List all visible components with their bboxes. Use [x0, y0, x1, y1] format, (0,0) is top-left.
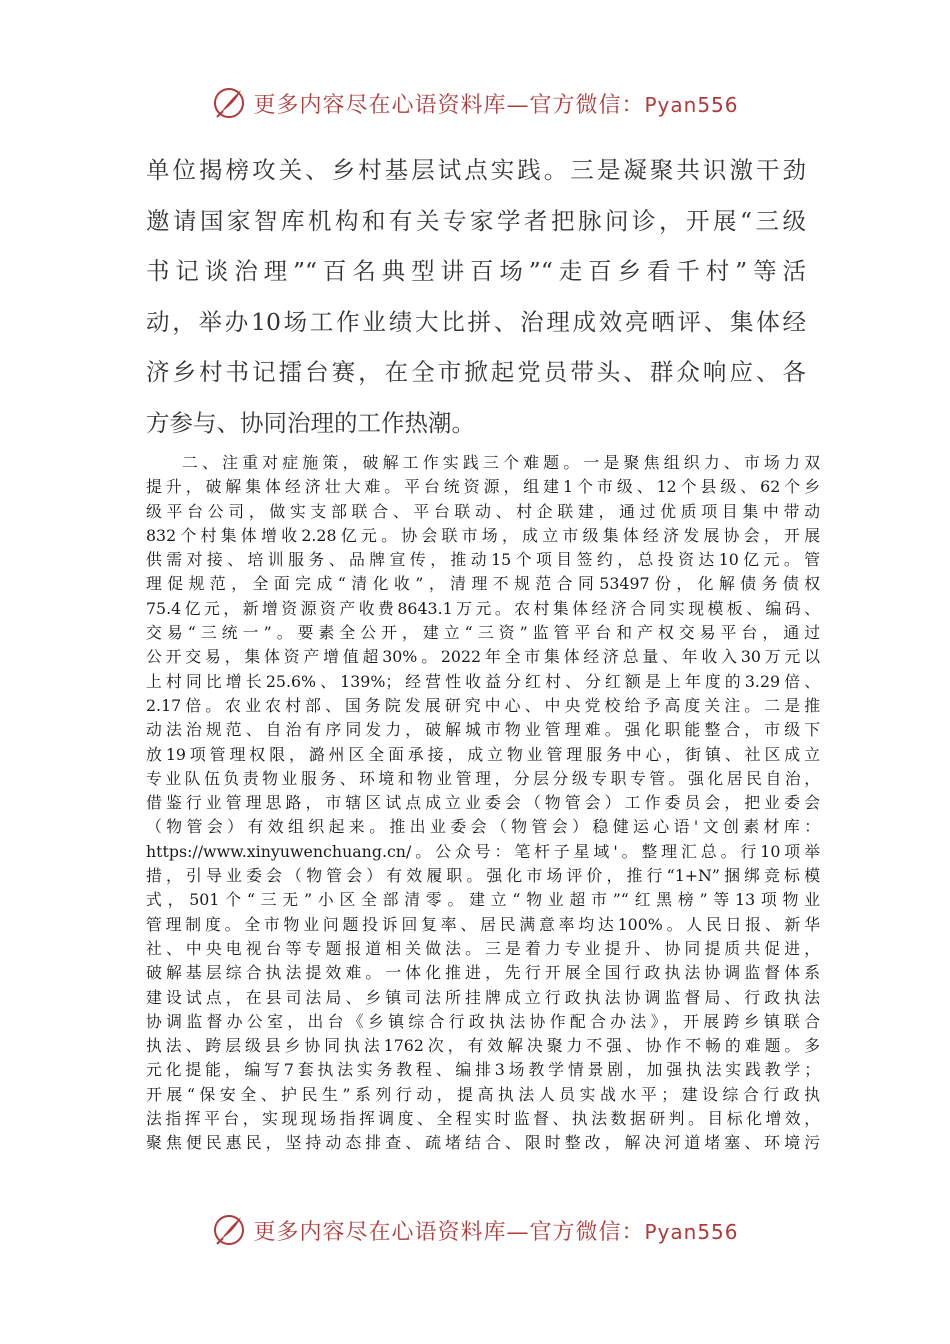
body-line: 供需对接、培训服务、品牌宣传，推动15个项目签约，总投资达10亿元。管 — [146, 550, 820, 570]
body-line: 2.17倍。农业农村部、国务院发展研究中心、中央党校给予高度关注。二是推 — [146, 695, 820, 715]
large-paragraph-line: 动，举办10场工作业绩大比拼、治理成效亮晒评、集体经 — [146, 307, 806, 336]
body-line: 提升，破解集体经济壮大难。平台统资源，组建1个市级、12个县级、62个乡 — [146, 477, 820, 497]
body-line: 聚焦便民惠民，坚持动态排查、疏堵结合、限时整改，解决河道堵塞、环境污 — [146, 1133, 820, 1153]
body-line: 832个村集体增收2.28亿元。协会联市场，成立市级集体经济发展协会，开展 — [146, 525, 820, 545]
wechat-id: Pyan556 — [644, 1219, 739, 1244]
wechat-id: Pyan556 — [644, 92, 739, 117]
body-line: 开展“保安全、护民生”系列行动，提高执法人员实战水平；建设综合行政执 — [146, 1084, 820, 1104]
large-paragraph-line: 单位揭榜攻关、乡村基层试点实践。三是凝聚共识激干劲 — [146, 156, 806, 184]
body-line: 放19项管理权限，潞州区全面承接，成立物业管理服务中心，街镇、社区成立 — [146, 744, 820, 764]
watermark-text — [253, 88, 738, 119]
quill-pen-logo-icon — [211, 85, 247, 121]
body-line-url: https://www.xinyuwenchuang.cn/。公众号：笔杆子星域'。整理汇总。行10项举 — [146, 841, 820, 861]
body-line: 专业队伍负责物业服务、环境和物业管理，分层分级专职专管。强化居民自治， — [146, 768, 820, 788]
body-line: 级平台公司，做实支部联合、平台联动、村企联建，通过优质项目集中带动 — [146, 501, 820, 521]
body-line: 式，501个“三无”小区全部清零。建立“物业超市”“红黑榜”等13项物业 — [146, 890, 820, 910]
body-line: 动法治规范、自治有序同发力，破解城市物业管理难。强化职能整合，市级下 — [146, 720, 820, 740]
body-paragraph — [146, 451, 820, 1156]
body-line: 借鉴行业管理思路，市辖区试点成立业委会（物管会）工作委员会，把业委会 — [146, 793, 820, 813]
watermark-label: 更多内容尽在心语资料库—官方微信： — [253, 92, 645, 118]
body-line: 75.4亿元，新增资源资产收费8643.1万元。农村集体经济合同实现模板、编码、 — [146, 598, 820, 618]
watermark-label: 更多内容尽在心语资料库—官方微信： — [253, 1219, 645, 1245]
large-paragraph-line: 济乡村书记擂台赛，在全市掀起党员带头、群众响应、各 — [146, 358, 806, 386]
body-line: 理促规范，全面完成“清化收”，清理不规范合同53497份，化解债务债权 — [146, 574, 820, 594]
body-line: 破解基层综合执法提效难。一体化推进，先行开展全国行政执法协调监督体系 — [146, 963, 820, 983]
body-line: 公开交易，集体资产增值超30%。2022年全市集体经济总量、年收入30万元以 — [146, 647, 820, 667]
large-paragraph — [146, 148, 806, 451]
body-line: 二、注重对症施策，破解工作实践三个难题。一是聚焦组织力、市场力双 — [182, 453, 820, 472]
watermark-banner-bottom — [0, 1210, 950, 1250]
watermark-text — [253, 1215, 738, 1246]
large-paragraph-line: 邀请国家智库机构和有关专家学者把脉问诊，开展“三级 — [146, 206, 806, 235]
body-line: 法指挥平台，实现现场指挥调度、全程实时监督、执法数据研判。目标化增效， — [146, 1109, 820, 1129]
body-line: 交易“三统一”。要素全公开，建立“三资”监管平台和产权交易平台，通过 — [146, 623, 820, 643]
large-paragraph-line: 书记谈治理”“百名典型讲百场”“走百乡看千村”等活 — [146, 257, 806, 285]
quill-pen-logo-icon — [211, 1212, 247, 1248]
body-line: 社、中央电视台等专题报道相关做法。三是着力专业提升、协同提质共促进， — [146, 938, 820, 958]
body-line: 建设试点，在县司法局、乡镇司法所挂牌成立行政执法协调监督局、行政执法 — [146, 987, 820, 1007]
body-line: （物管会）有效组织起来。推出业委会（物管会）稳健运心语'文创素材库： — [146, 817, 820, 837]
large-paragraph-line: 方参与、协同治理的工作热潮。 — [146, 408, 475, 437]
body-line: 措，引导业委会（物管会）有效履职。强化市场评价，推行“1+N”捆绑竞标模 — [146, 866, 820, 886]
body-line: 元化提能，编写7套执法实务教程、编排3场教学情景剧，加强执法实践教学； — [146, 1060, 820, 1080]
body-line: 上村同比增长25.6%、139%；经营性收益分红村、分红额是上年度的3.29倍、 — [146, 671, 820, 691]
body-line: 执法、跨层级县乡协同执法1762次，有效解决聚力不强、协作不畅的难题。多 — [146, 1036, 820, 1056]
watermark-banner-top — [0, 83, 950, 123]
body-line: 管理制度。全市物业问题投诉回复率、居民满意率均达100%。人民日报、新华 — [146, 914, 820, 934]
body-line: 协调监督办公室，出台《乡镇综合行政执法协作配合办法》，开展跨乡镇联合 — [146, 1011, 820, 1031]
